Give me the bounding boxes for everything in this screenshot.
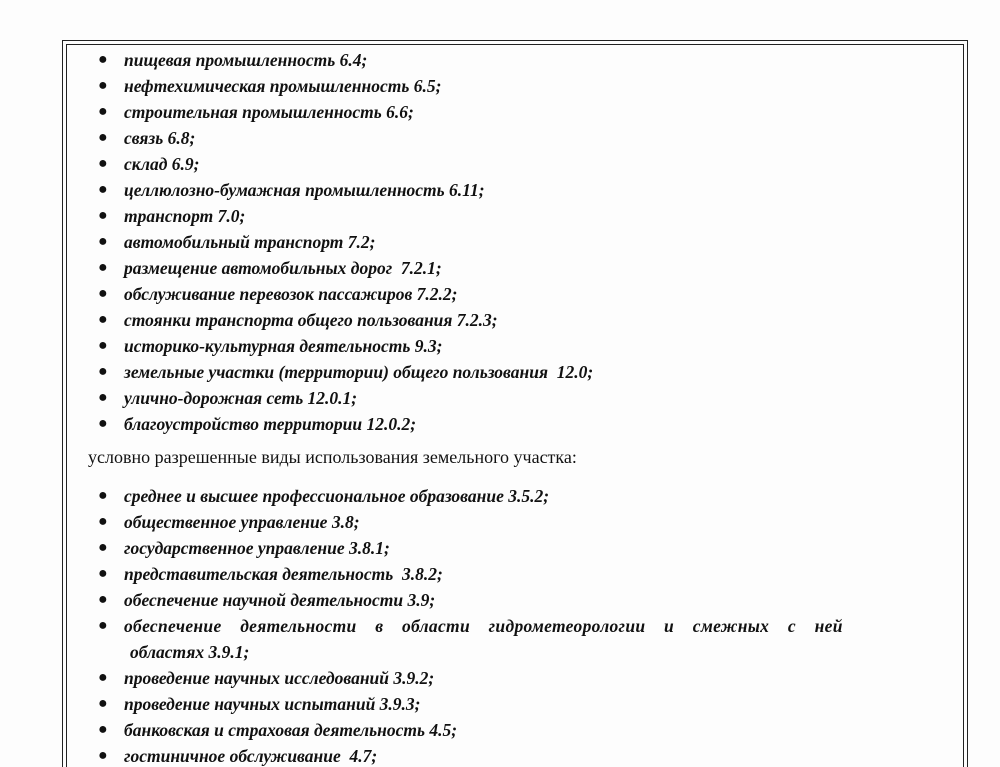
bullet-icon: ● bbox=[98, 389, 108, 406]
bullet-icon: ● bbox=[98, 617, 108, 634]
bullet-icon: ● bbox=[98, 695, 108, 712]
bullet-icon: ● bbox=[98, 337, 108, 354]
list-item: ● размещение автомобильных дорог 7.2.1; bbox=[88, 255, 948, 281]
bullet-icon: ● bbox=[98, 721, 108, 738]
bullet-icon: ● bbox=[98, 103, 108, 120]
bullet-icon: ● bbox=[98, 747, 108, 764]
list-item-continuation: областях 3.9.1; bbox=[130, 642, 250, 662]
list-item: ● пищевая промышленность 6.4; bbox=[88, 47, 948, 73]
list-item: ● автомобильный транспорт 7.2; bbox=[88, 229, 948, 255]
list-item: ● общественное управление 3.8; bbox=[88, 509, 948, 535]
bullet-icon: ● bbox=[98, 207, 108, 224]
list-item: ● нефтехимическая промышленность 6.5; bbox=[88, 73, 948, 99]
bullet-icon: ● bbox=[98, 259, 108, 276]
list-item: ● стоянки транспорта общего пользования 7.2.3; bbox=[88, 307, 948, 333]
bullet-icon: ● bbox=[98, 415, 108, 432]
bullet-icon: ● bbox=[98, 51, 108, 68]
list-item: ● связь 6.8; bbox=[88, 125, 948, 151]
list-item: ● благоустройство территории 12.0.2; bbox=[88, 411, 948, 437]
list-item: ● обеспечение научной деятельности 3.9; bbox=[88, 587, 948, 613]
list-item: ● гостиничное обслуживание 4.7; bbox=[88, 743, 948, 767]
conditional-uses-heading: условно разрешенные виды использования земельного участка: bbox=[88, 447, 577, 467]
list-item: ● улично-дорожная сеть 12.0.1; bbox=[88, 385, 948, 411]
bullet-icon: ● bbox=[98, 591, 108, 608]
list-item: ● обеспечение деятельности в области гидрометеорологии и смежных с ней bbox=[88, 613, 948, 639]
list-item: ● проведение научных испытаний 3.9.3; bbox=[88, 691, 948, 717]
list-item: ● земельные участки (территории) общего пользования 12.0; bbox=[88, 359, 948, 385]
bullet-icon: ● bbox=[98, 311, 108, 328]
list-item: ● историко-культурная деятельность 9.3; bbox=[88, 333, 948, 359]
bullet-icon: ● bbox=[98, 363, 108, 380]
list-item: ● обслуживание перевозок пассажиров 7.2.2; bbox=[88, 281, 948, 307]
bullet-icon: ● bbox=[98, 155, 108, 172]
bullet-icon: ● bbox=[98, 513, 108, 530]
list-item: ● целлюлозно-бумажная промышленность 6.11; bbox=[88, 177, 948, 203]
list-item: ● транспорт 7.0; bbox=[88, 203, 948, 229]
bullet-icon: ● bbox=[98, 565, 108, 582]
bullet-icon: ● bbox=[98, 181, 108, 198]
list-item: ● склад 6.9; bbox=[88, 151, 948, 177]
bullet-icon: ● bbox=[98, 539, 108, 556]
list-item: ● представительская деятельность 3.8.2; bbox=[88, 561, 948, 587]
list-item: ● строительная промышленность 6.6; bbox=[88, 99, 948, 125]
bullet-icon: ● bbox=[98, 129, 108, 146]
document-content bbox=[88, 47, 948, 767]
bullet-icon: ● bbox=[98, 233, 108, 250]
list-item: ● банковская и страховая деятельность 4.5; bbox=[88, 717, 948, 743]
list-item: ● проведение научных исследований 3.9.2; bbox=[88, 665, 948, 691]
bullet-icon: ● bbox=[98, 487, 108, 504]
list-item: ● среднее и высшее профессиональное образование 3.5.2; bbox=[88, 483, 948, 509]
bullet-icon: ● bbox=[98, 77, 108, 94]
bullet-icon: ● bbox=[98, 669, 108, 686]
list-item: ● государственное управление 3.8.1; bbox=[88, 535, 948, 561]
permitted-uses-list bbox=[88, 47, 948, 437]
bullet-icon: ● bbox=[98, 285, 108, 302]
conditional-uses-list bbox=[88, 483, 948, 767]
